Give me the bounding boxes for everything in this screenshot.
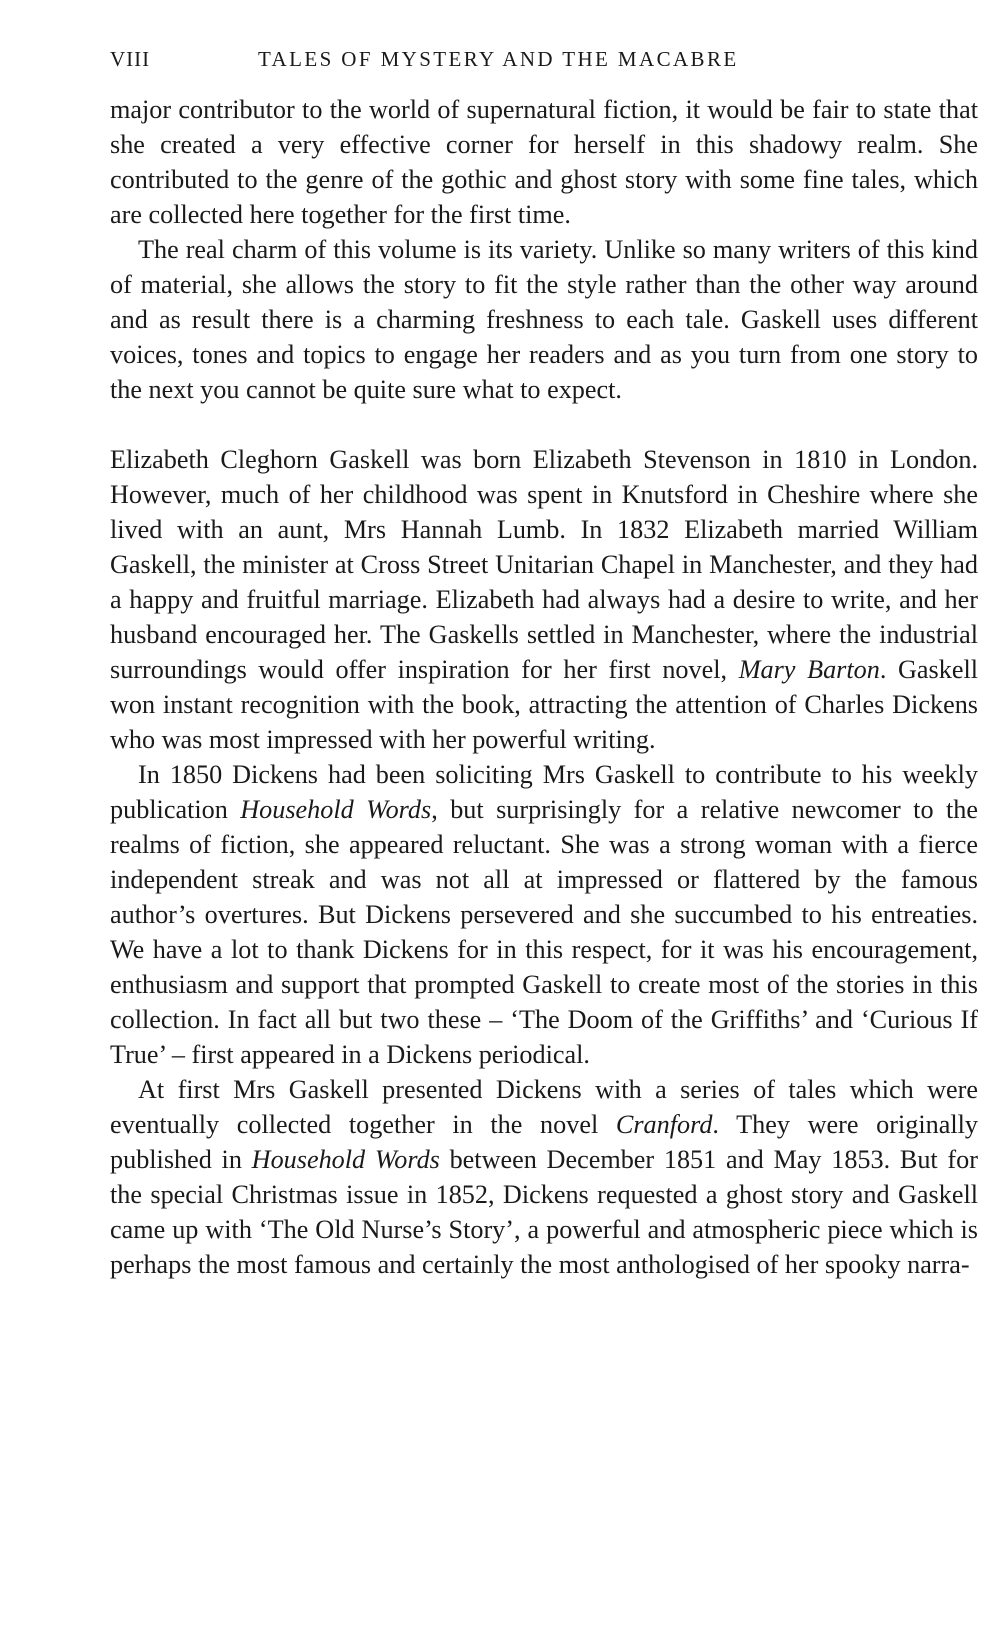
page-number: VIII	[110, 47, 151, 71]
paragraph-cranford	[110, 1072, 978, 1282]
body-text	[110, 92, 978, 1282]
paragraph-text: The real charm of this volume is its variety. Unlike so many writers of this kind of material, she allows the story to fit the style rather than the other way around and as result there is a charming freshness to each tale. Gaskell uses different voices, tones and topics to engage her readers and as you turn from one story to the next you cannot be quite sure what to expect.	[110, 235, 978, 404]
book-page	[110, 44, 978, 1282]
paragraph-continued	[110, 92, 978, 232]
publication-title-household-words: Household Words	[251, 1145, 440, 1174]
paragraph-text: . They were originally published in	[110, 1110, 978, 1174]
paragraph-text: In 1850 Dickens had been soliciting Mrs Gaskell to contribute to his weekly publication	[110, 760, 978, 824]
paragraph-text: Elizabeth Cleghorn Gaskell was born Elizabeth Stevenson in 1810 in London. However, much of her childhood was spent in Knutsford in Cheshire where she lived with an aunt, Mrs Hannah Lumb. In 1832 Elizabeth married William Gaskell, the minister at Cross Street Unitarian Chapel in Manchester, and they had a happy and fruitful marriage. Elizabeth had always had a desire to write, and her husband encouraged her. The Gaskells settled in Manchester, where the industrial surroundings would offer inspiration for her first novel,	[110, 445, 978, 684]
paragraph-biography	[110, 442, 978, 757]
paragraph-text: major contributor to the world of supernatural fiction, it would be fair to state that she created a very effective corner for herself in this shadowy realm. She contributed to the genre of the gothic and ghost story with some fine tales, which are collected here together for the first time.	[110, 95, 978, 229]
paragraph-text: At first Mrs Gaskell presented Dickens with a series of tales which were eventually collected together in the novel	[110, 1075, 978, 1139]
novel-title-cranford: Cranford	[615, 1110, 713, 1139]
paragraph-variety	[110, 232, 978, 407]
paragraph-text: , but surprisingly for a relative newcomer to the realms of fiction, she appeared reluctant. She was a strong woman with a fierce independent streak and was not all at impressed or flattered by the famous author’s overtures. But Dickens persevered and she succumbed to his entreaties. We have a lot to thank Dickens for in this respect, for it was his encouragement, enthusiasm and support that prompted Gaskell to create most of the stories in this collection. In fact all but two these – ‘The Doom of the Griffiths’ and ‘Curious If True’ – first appeared in a Dickens periodical.	[110, 795, 978, 1069]
novel-title-mary-barton: Mary Barton	[738, 655, 880, 684]
paragraph-text: . Gaskell won instant recognition with the book, attracting the attention of Charles Dickens who was most impressed with her powerful writing.	[110, 655, 979, 754]
book-title: TALES OF MYSTERY AND THE MACABRE	[258, 47, 739, 71]
publication-title-household-words: Household Words	[240, 795, 432, 824]
paragraph-text: between December 1851 and May 1853. But for the special Christmas issue in 1852, Dickens requested a ghost story and Gaskell came up with ‘The Old Nurse’s Story’, a powerful and atmospheric piece which is perhaps the most famous and certainly the most anthologised of her spooky narra-	[110, 1145, 978, 1279]
paragraph-dickens	[110, 757, 978, 1072]
running-head	[110, 44, 978, 74]
